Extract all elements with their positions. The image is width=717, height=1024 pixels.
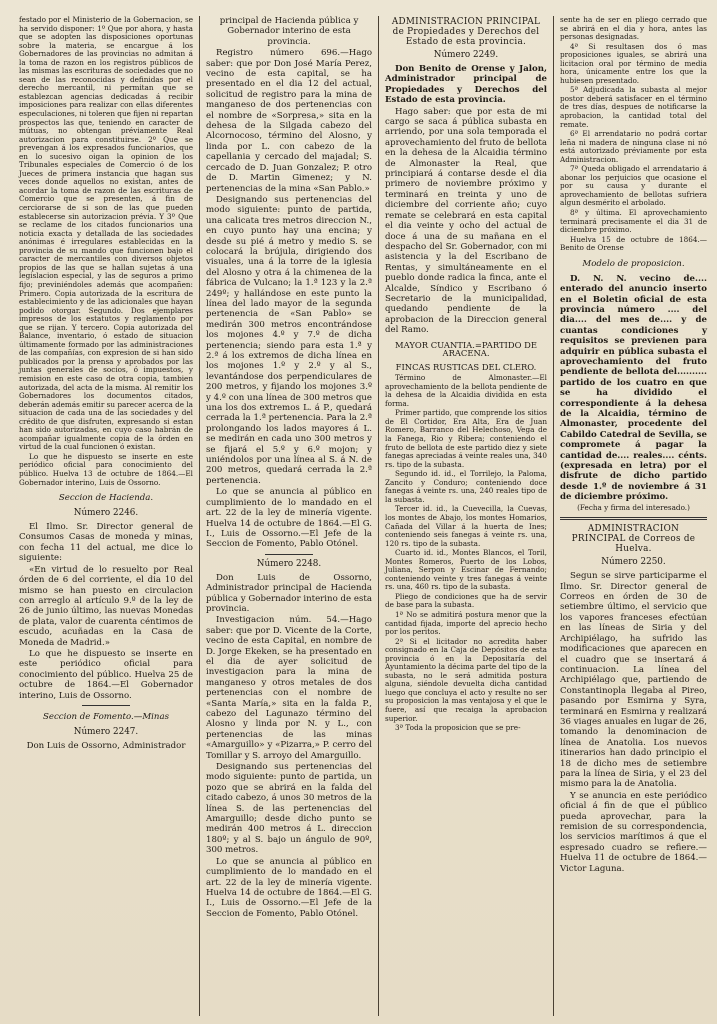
paragraph: Designando sus pertenencias del modo siguiente: punto de partida, una calicata tres metros direccion N., en cuyo punto hay una encina; y desde su pié á metro y medio S. se colocará la brújula, dirigiendo dos visuales, una á la torre de la iglesia del Alosno y otra á la chimenea de la fábrica de Vulcano; la 1.ª 123 y la 2.ª 249º; y hallándose en este punto la línea del lado mayor de la segunda pertenencia de «San Pablo» se medirán 300 metros encontrándose los mojones 4.º y 7.º de dicha pertenencia; siendo para esta 1.ª y 2.ª á los extremos de dicha línea en los mojones 1.º y 2.º y al S., levantándose dos perpendiculares de 200 metros, y fijando los mojones 3.º y 4.º con una línea de 300 metros que una los dos extremos L. á P., quedará cerrada la 1.ª pertenencia. Para la 2.ª prolongando los lados mayores á L. se medirán en cada uno 300 metros y se fijará el 5.º y 6.º mojon; y uniéndolos por una línea al S. á N. de 200 metros, quedará cerrada la 2.ª pertenencia. <box>206 194 372 486</box>
paragraph: sente ha de ser en pliego cerrado que se abrirá en el dia y hora, antes las personas designadas. <box>560 16 707 42</box>
paragraph: 4ª Si resultasen dos ó mas proposiciones iguales, se abrirá una licitacion oral por término de media hora, únicamente entre los que la hubiesen presentado. <box>560 41 707 85</box>
divider <box>82 705 130 706</box>
paragraph: 3ª Toda la proposicion que se pre- <box>395 723 521 733</box>
paragraph: Registro número 696.—Hago saber: que por Don José María Perez, vecino de esta capital, se ha presentado en el dia 12 del actual, solicitud de registro para la mina de manganeso de dos pertenencias con el nombre de «Sorpresa,» sita en la dehesa de la Silgada cabezo del Alcornocoso, término del Alosno, y linda por L. con cabezo de la capellania y cercado del majadal; S. cercado de D. Juan Gonzalez; P. otro de D. Martin Gimenez; y N. pertenencias de la mina «San Pablo.» <box>206 48 372 194</box>
subheading: FINCAS RUSTICAS DEL CLERO. <box>395 361 537 372</box>
divider <box>265 554 313 555</box>
paragraph: Primer partido, que comprende los sitios de El Cortidor, Era Alta, Era de Juan Romero, Barranco del Helechoso, Vega de la Fanega, Rio y Ribera; conteniendo el fruto de bellota de este partido diez y siete fanegas apreciadas á veinte reales una, 340 rs. tipo de la subasta. <box>385 408 547 469</box>
column-1 <box>14 16 198 1016</box>
divider <box>560 517 707 520</box>
paragraph: Huelva 15 de octubre de 1864.—Benito de Orense <box>560 234 707 253</box>
section-heading: Seccion de Hacienda. <box>58 493 154 504</box>
paragraph: Don Luis de Ossorno, Administrador <box>26 740 186 751</box>
paragraph: Lo que he dispuesto se inserte en este periódico oficial para conocimiento del público. Huelva 13 de octubre de 1864.—El Gobernador interino, Luis de Ossorno. <box>19 451 193 487</box>
subheading: MAYOR CUANTIA.=PARTIDO DE ARACENA. <box>395 339 537 359</box>
paragraph: 8ª y última. El aprovechamiento terminará precisamente el dia 31 de diciembre próximo. <box>560 208 707 235</box>
model-heading: Modelo de proposicion. <box>582 258 685 269</box>
notice-number: Número 2246. <box>73 508 139 519</box>
paragraph: Lo que he dispuesto se inserte en este periódico oficial para conocimiento del público. Huelva 25 de octubre de 1864.—El Gobernador interino, Luis de Ossorno. <box>19 648 193 701</box>
section-heading: ADMINISTRACION PRINCIPAL de Correos de Huelva. <box>571 524 696 555</box>
paragraph: (Fecha y firma del interesado.) <box>577 502 690 512</box>
column-rule <box>378 16 379 1016</box>
paragraph: Término de Almonaster.—El aprovechamiento de la bellota pendiente de la dehesa de la Alcaidia dividida en esta forma. <box>385 373 547 408</box>
paragraph: 2ª Si el licitador no acredita haber consignado en la Caja de Depósitos de esta provincia ó en la Depositaría del Ayuntamiento la décima parte del tipo de la subasta, no le será admitida postura alguna, siéndole devuelta dicha cantidad luego que concluya el acto y resulte no ser su proposicion la mas ventajosa y el que le fuere, así que recaiga la aprobacion superior. <box>385 636 547 723</box>
paragraph: Hago saber: que por esta de mi cargo se saca á pública subasta en arriendo, por una sola temporada el aprovechamiento del fruto de bellota en la dehesa de la Alcaidia término de Almonaster la Real, que principiará á contarse desde el dia primero de noviembre próximo y terminará en treinta y uno de diciembre del corriente año; cuyo remate se celebrará en esta capital el dia veinte y ocho del actual de doce á una de su mañana en el despacho del Sr. Gobernador, con mi asistencia y la del Escribano de Rentas, y simultáneamente en el pueblo donde radica la finca, ante el Alcalde, Síndico y Escribano ó Secretario de la municipalidad, quedando pendiente de la aprobacion de la Direccion general del Ramo. <box>385 106 547 336</box>
column-rule <box>199 16 200 1016</box>
paragraph: 7ª Queda obligado el arrendatario á abonar los perjuicios que ocasione el por su causa y durante el aprovechamiento de bellotas sufriera algun desmérito el arbolado. <box>560 164 707 208</box>
paragraph: Lo que se anuncia al público en cumplimiento de lo mandado en el art. 22 de la ley de minería vigente. Huelva 14 de octubre de 1864.—El G. I., Luis de Ossorno.—El Jefe de la Seccion de Fomento, Pablo Otónel. <box>206 487 372 550</box>
section-heading: ADMINISTRACION PRINCIPAL de Propiedades y Derechos del Estado de esta provincia. <box>391 17 541 47</box>
paragraph: 1ª No se admitirá postura menor que la cantidad fijada, importe del aprecio hecho por los peritos. <box>385 609 547 637</box>
paragraph: Tercer id. id., la Cuevecilla, la Cuevas, los montes de Abajo, los montes Homarios, Cañada del Villar á la huerta de Ines; conteniendo seis fanegas á veinte rs. una, 120 rs. tipo de la subasta. <box>385 504 547 548</box>
notice-number: Número 2250. <box>601 557 666 568</box>
paragraph: Don Benito de Orense y Jalon, Administrador principal de Propiedades y Derechos del Estado de esta provincia. <box>385 64 547 106</box>
notice-number: Número 2249. <box>433 50 499 60</box>
column-2 <box>201 16 377 1016</box>
paragraph: festado por el Ministerio de la Gobernacion, se ha servido disponer: 1º Que por ahora, y hasta que se adopten las disposiciones oportunas sobre la materia, se encargue á los Gobernadores de las provincias no admitan á la toma de razon en los registros públicos de las mismas las escrituras de sociedades que no sean de las reconocidas y definidas por el derecho mercantil, ni permitan que se establezcan agencias dedicadas á recibir imposiciones para realizar con ellas diferentes especulaciones, ni toleren que fijen ni repartan prospectos las que, teniendo en caracter de mútuas, no obtengan préviamente Real autorizacion para constituirse. 2º Que se prevengan á los expresados funcionarios, que en lo sucesivo oigan la opinion de los Tribunales especiales de Comercio ó de los Jueces de primera instancia que hagan sus veces donde aquellos no existan, antes de acordar la toma de razon de las escrituras de Comercio que se presenten, á fin de cerciorarse de si son de las que pueden establecerse sin autorizacion prévia. Y 3º Que se reclame de los citados funcionarios una noticia exacta y detallada de las sociedades anónimas é irregulares establecidas en la provincia de su mando que funcionen bajo el caracter de mercantiles con diversos objetos propios de las que se hallan sujetas á una legislacion especial, y las de seguros a primo fijo; previniéndoles además que acompañen: Primero. Copia autorizada de la escritura de establecimiento y de las adicionales que hayan podido otorgar. Segundo. Dos ejemplares impresos de los estatutos y reglamento por que se rijan. Y tercero. Copia autorizada del Balance, inventario, ó estado de situacion últimamente formado por las administraciones de las compañías, con expresion de si han sido publicados por la prensa y aprobados por las juntas generales de socios, ó impuestos, y remision en este caso de otra copia, tambien autorizada, del acta de la misma. Al remitir los Gobernadores los documentos citados, deberán además emitir su parecer acerca de la situacion de cada una de las sociedades y del crédito de que disfruten, expresando si estan han sido autorizadas, en cuyo caso habrán de acompañar igualmente copia de la órden en virtud de la cual funcionen ó existan. <box>19 16 193 452</box>
paragraph: Designando sus pertenencias del modo siguiente: punto de partida, un pozo que se abrirá en la falda del citado cabezo, á unos 30 metros de la línea S. de las pertenencias del Amarguillo; desde dicho punto se medirán 400 metros á L. direccion 180º; y al S. bajo un ángulo de 90º, 300 metros. <box>206 762 372 856</box>
column-4 <box>555 16 712 1016</box>
notice-number: Número 2248. <box>256 558 322 569</box>
paragraph: Cuarto id. id., Montes Blancos, el Toril, Montes Romeros, Puerto de los Lobos, Juliana, Serpon y Escinar de Fernando; conteniendo veinte y tres fanegas á veinte rs. una, 460 rs. tipo de la subasta. <box>385 548 547 592</box>
paragraph: Segun se sirve participarme el Ilmo. Sr. Director general de Correos en órden de 30 de setiembre último, el servicio que los vapores franceses efectúan en las líneas de Siria y del Archipiélago, ha sufrido las modificaciones que aparecen en el cuadro que se insertará á continuacion. La línea del Archipiélago que, partiendo de Constantinopla llegaba al Pireo, pasando por Esmirna y Syra, terminará en Esmirna y realizará 36 viages anuales en lugar de 26, tomando la denominacion de línea de Anatolia. Los nuevos itinerarios han dado principio el 18 de dicho mes de setiembre para la línea de Siria, y el 23 del mismo para la de Anatolia. <box>560 571 707 790</box>
paragraph: 5ª Adjudicada la subasta al mejor postor deberá satisfacer en el término de tres días, despues de notificarse la aprobacion, la cantidad total del remate. <box>560 85 707 129</box>
section-heading: Seccion de Fomento.—Minas <box>43 711 169 722</box>
column-3 <box>380 16 552 1016</box>
notice-number: Número 2247. <box>73 726 139 737</box>
paragraph: Pliego de condiciones que ha de servir de base para la subasta. <box>385 591 547 610</box>
paragraph: 6ª El arrendatario no podrá cortar leña ni madera de ninguna clase ni nó está autorizado préviamente por esta Administracion. <box>560 129 707 164</box>
paragraph: Investigacion núm. 54.—Hago saber: que por D. Vicente de la Corte, vecino de esta Capital, en nombre de D. Jorge Ekeken, se ha presentado en el dia de ayer solicitud de investigacion para la mina de manganeso y otros metales de dos pertenencias con el nombre de «Santa María,» sita en la falda P., cabezo del Lagunazo término del Alosno y linda por N. y L., con pertenencias de las minas «Amarguillo» y «Pizarra,» P. cerro del Tomillar y S. arroyo del Amarguillo. <box>206 615 372 761</box>
paragraph: El Ilmo. Sr. Director general de Consumos Casas de moneda y minas, con fecha 11 del actual, me dice lo siguiente: <box>19 522 193 564</box>
paragraph: Lo que se anuncia al público en cumplimiento de lo mandado en el art. 22 de la ley de minería vigente. Huelva 14 de octubre de 1864.—El G. I., Luis de Ossorno.—El Jefe de la Seccion de Fomento, Pablo Otónel. <box>206 856 372 919</box>
paragraph: Don Luis de Ossorno, Administrador principal de Hacienda pública y Gobernador interino de esta provincia. <box>206 572 372 614</box>
paragraph: Segundo id. id., el Torrilejo, la Paloma, Zancito y Conduro; conteniendo doce fanegas á veinte rs. una, 240 reales tipo de la subasta. <box>385 469 547 504</box>
paragraph: «En virtud de lo resuelto por Real órden de 6 del corriente, el dia 10 del mismo se han puesto en circulacion con arreglo al artículo 9.º de la ley de 26 de junio último, las nuevas Monedas de plata, valor de cuarenta céntimos de escudo, acuñadas en la Casa de Moneda de Madrid.» <box>19 564 193 648</box>
paragraph: principal de Hacienda pública y Gobernador interino de esta provincia. <box>219 16 359 47</box>
column-rule <box>553 16 554 1016</box>
paragraph: Y se anuncia en este periódico oficial á fin de que el público pueda aprovechar, para la remision de su correspondencia, los servicios marítimos á que el espresado cuadro se refiere.—Huelva 11 de octubre de 1864.—Victor Laguna. <box>560 790 707 874</box>
paragraph: D. N. N. vecino de.... enterado del anuncio inserto en el Boletin oficial de esta provincia número .... del dia.... del mes de.... y de cuantas condiciones y requisitos se previenen para adquirir en pública subasta el aprovechamiento del fruto pendiente de bellota del.......... partido de los cuatro en que se ha dividido el correspondiente á la dehesa de la Alcaidia, término de Almonaster, procedente del Cabildo Catedral de Sevilla, se compromete á pagar la cantidad de.... reales.... cénts. (expresada en letra) por el disfrute de dicho partido desde 1.º de noviembre á 31 de diciembre próximo. <box>560 273 707 503</box>
columns <box>14 16 707 1016</box>
